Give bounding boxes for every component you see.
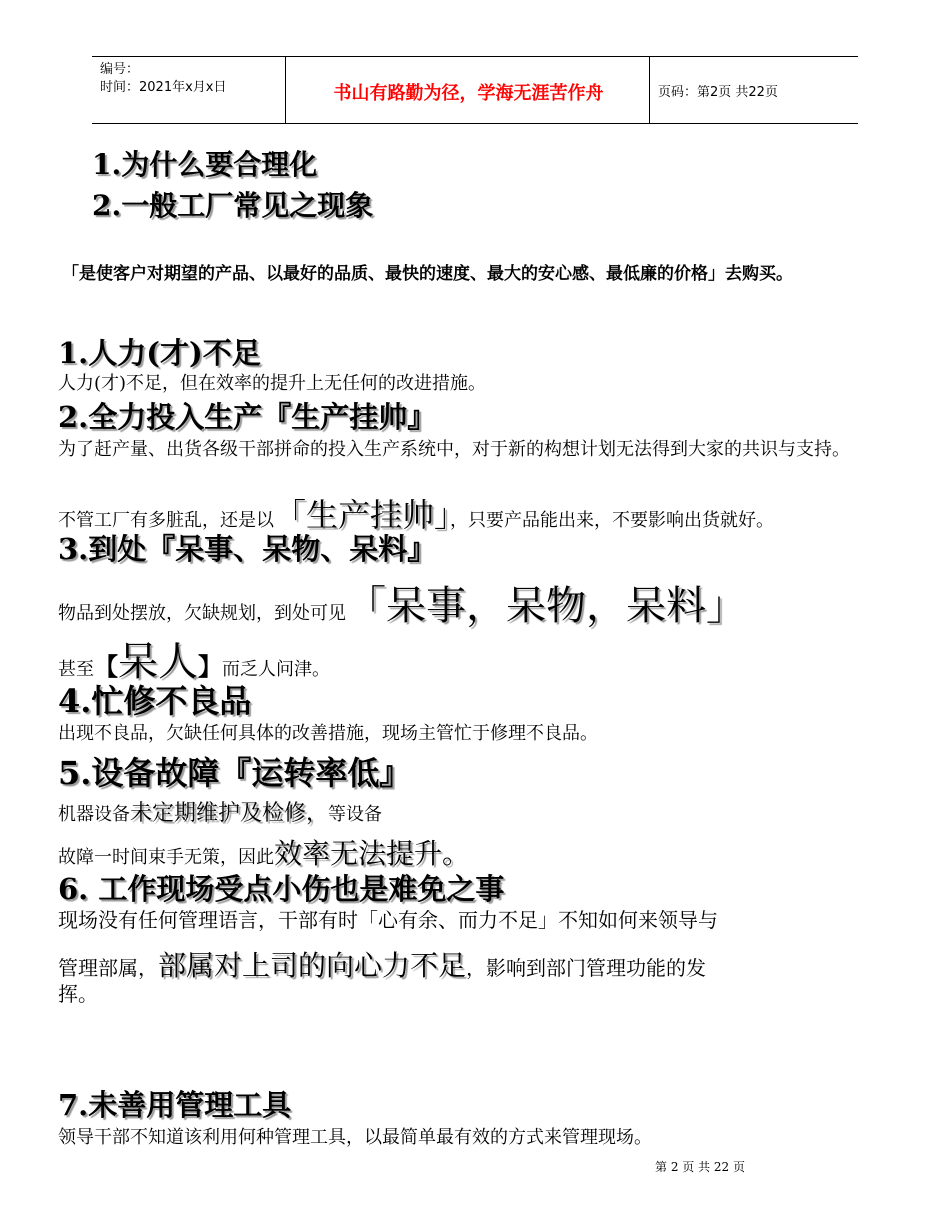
header-motto: 书山有路勤为径，学海无涯苦作舟 — [333, 83, 604, 104]
section-4-title: 4.忙修不良品 — [58, 682, 252, 720]
page-header — [92, 56, 858, 124]
section-5-emphasis-2: 效率无法提升。 — [274, 837, 471, 870]
section-2-title: 2.全力投入生产『生产挂帅』 — [58, 400, 437, 434]
topic-1: 1.为什么要合理化 — [92, 148, 318, 181]
section-3-title: 3.到处『呆事、呆物、呆料』 — [58, 532, 437, 566]
section-3-emphasis: 「呆事，呆物，呆料」 — [346, 583, 746, 629]
section-5-line-1 — [58, 796, 382, 827]
header-divider — [285, 57, 286, 123]
definition-quote: 「是使客户对期望的产品、以最好的品质、最快的速度、最大的安心感、最低廉的价格」去购买。 — [62, 264, 793, 284]
section-3-line-2 — [58, 630, 330, 687]
section-3-line-1 — [58, 574, 746, 631]
section-3-emphasis-2: 呆人 — [118, 639, 198, 685]
section-5-emphasis: 未定期维护及检修， — [130, 801, 329, 826]
section-1-text: 人力(才)不足，但在效率的提升上无任何的改进措施。 — [58, 373, 487, 394]
section-6-title: 6. 工作现场受点小伤也是难免之事 — [58, 872, 505, 906]
bracket-open: 【 — [94, 652, 118, 681]
section-6-text-3: 挥。 — [58, 982, 98, 1006]
section-4-text: 出现不良品，欠缺任何具体的改善措施，现场主管忙于修理不良品。 — [58, 723, 598, 744]
bracket-close: 】 — [198, 652, 222, 681]
section-3-text-2a: 甚至 — [58, 659, 94, 680]
section-6-emphasis: 部属对上司的向心力不足 — [158, 949, 467, 982]
section-6-text-1: 现场没有任何管理语言，干部有时「心有余、而力不足」不知如何来领导与 — [58, 908, 718, 932]
section-2-text-2a: 不管工厂有多脏乱，还是以 — [58, 510, 274, 531]
header-meta — [100, 61, 226, 97]
section-2-line-2 — [58, 490, 774, 536]
section-2-emphasis: 「生产挂帅」 — [274, 496, 451, 534]
number-label: 编号： — [100, 62, 140, 77]
page-footer: 第 2 页 共 22 页 — [655, 1160, 745, 1174]
section-7-title: 7.未善用管理工具 — [58, 1088, 292, 1122]
section-6-text-2c: ，影响到部门管理功能的发 — [466, 956, 707, 980]
section-5-text-1c: 等设备 — [328, 804, 383, 825]
section-1-title: 1.人力(才)不足 — [58, 336, 261, 370]
time-label: 时间：2021年x月x日 — [100, 80, 227, 95]
section-5-title: 5.设备故障『运转率低』 — [58, 754, 412, 792]
section-2-text-1: 为了赶产量、出货各级干部拼命的投入生产系统中，对于新的构想计划无法得到大家的共识与支持。 — [58, 439, 850, 460]
section-3-text-1a: 物品到处摆放，欠缺规划，到处可见 — [58, 603, 346, 624]
section-6-text-2a: 管理部属， — [58, 956, 158, 980]
section-3-text-2e: 而乏人问津。 — [222, 659, 330, 680]
section-5-text-1a: 机器设备 — [58, 804, 130, 825]
header-divider — [649, 57, 650, 123]
section-2-text-2c: ，只要产品能出来，不要影响出货就好。 — [450, 510, 775, 531]
header-page-info: 页码：第2页 共22页 — [658, 85, 778, 100]
section-5-line-2 — [58, 832, 470, 872]
section-7-text: 领导干部不知道该利用何种管理工具，以最简单最有效的方式来管理现场。 — [58, 1127, 652, 1148]
topic-2: 2.一般工厂常见之现象 — [92, 189, 374, 222]
section-5-text-2a: 故障一时间束手无策，因此 — [58, 847, 274, 868]
section-6-line-2 — [58, 944, 706, 984]
